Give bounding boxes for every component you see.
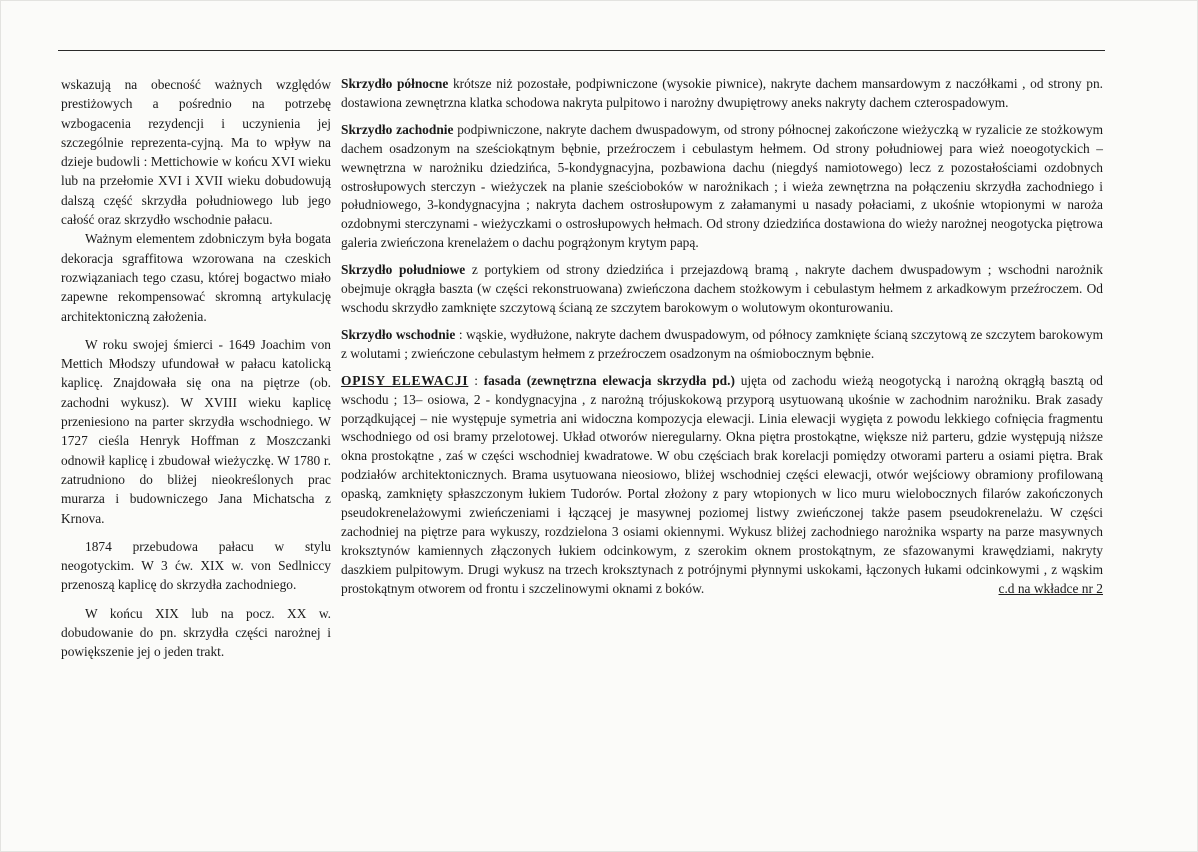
left-column xyxy=(61,75,331,671)
continuation-note: c.d na wkładce nr 2 xyxy=(998,580,1103,596)
elevations-heading: OPISY ELEWACJI xyxy=(341,372,469,388)
east-wing-heading: Skrzydło wschodnie xyxy=(341,326,456,342)
west-wing-heading: Skrzydło zachodnie xyxy=(341,121,454,137)
history-paragraph-4: 1874 przebudowa pałacu w stylu neogotyckim. W 3 ćw. XIX w. von Sedlniccy przenoszą kaplicę do skrzydła zachodniego. xyxy=(61,538,331,593)
north-wing-heading: Skrzydło północne xyxy=(341,76,449,91)
south-wing-paragraph xyxy=(341,261,1103,318)
south-wing-heading: Skrzydło południowe xyxy=(341,262,466,278)
east-wing-paragraph xyxy=(341,326,1103,364)
west-wing-paragraph xyxy=(341,121,1103,253)
header-rule xyxy=(58,50,1105,51)
elevations-separator: : xyxy=(468,372,484,388)
elevations-paragraph xyxy=(341,372,1103,599)
history-paragraph-3: W roku swojej śmierci - 1649 Joachim von Mettich Młodszy ufundował w pałacu katolicką kaplicę. Znajdowała się ona na piętrze (ob. zachodni wykusz). W XVIII wieku kaplicę przeniesiono na parter skrzydła wschodniego. W 1727 cieśla Henryk Hoffman z Moszczanki odnowił kaplicę i zbudował wieżyczkę. W 1780 r. zatrudniono do bliżej nieokreślonych prac murarza i budowniczego Jana Michatscha z Krnova. xyxy=(61,336,331,526)
facade-subheading: fasada (zewnętrzna elewacja skrzydła pd.) xyxy=(483,372,735,388)
north-wing-paragraph xyxy=(341,75,1103,113)
west-wing-text: podpiwniczone, nakryte dachem dwuspadowym, od strony północnej zakończone wieżyczką w ryzalicie ze stożkowym dachem osadzonym na sześciokątnym bębnie, przeźroczem i cebulastym hełmem. Od strony południowej para wież noeogotyckich – wewnętrzna w narożniku dziedzińca, 5-kondygnacyjna, pozbawiona dachu (niegdyś namiotowego) lecz z pozostałościami ozdobnych ostrosłupowych sterczyn - wieżyczek na planie sześcioboków w narożnikach ; i wieża zewnętrzna na połączeniu skrzydła zachodniego i południowego, 3-kondygnacyjna ; nakryta dachem ostrosłupowym z załamanymi u nasady połaciami, z ukośnie wtopionymi w naroża ozdobnymi sterczynami - wieżyczkami o ostrosłupowych hełmach. Od strony dziedzińca dostawiona do wieży narożnej neogotycka piętrowa galeria zwieńczona krenelażem o dachu pogrążonym krytym papą. xyxy=(341,121,1103,251)
history-paragraph-1: wskazują na obecność ważnych względów prestiżowych a pośrednio na potrzebę wzbogacenia rezydencji i uczynienia jej szczególnie reprezenta-cyjną. Ma to wpływ na dzieje budowli : Mettichowie w końcu XVI wieku lub na przełomie XVI i XVII wieku dobudowują dalszą część skrzydła południowego lub jego całość oraz skrzydło wschodnie pałacu. xyxy=(61,77,331,228)
south-wing-text: z portykiem od strony dziedzińca i przejazdową bramą , nakryte dachem dwuspadowym ; wschodni narożnik obejmuje okrągła baszta (w części rekonstruowana) zwieńczona dachem stożkowym i cebulastym hełmem z arkadkowym przeźroczem. Od wschodu skrzydło zamknięte szczytową ścianą ze szczytem barokowym o wolutowym okonturowaniu. xyxy=(341,262,1103,315)
facade-text: ujęta od zachodu wieżą neogotycką i narożną okrągłą basztą od wschodu ; 13– osiowa, 2 - kondygnacyjna , z narożną trójuskokową przyporą usytuowaną ukośnie w zachodnim narożniku. Brak zasady porządkującej – nie występuje symetria ani widoczna kompozycja elewacji. Linia elewacji wygięta z powodu lekkiego cofnięcia fragmentu wschodniego od osi bramy przelotowej. Układ otworów nieregularny. Okna piętra prostokątne, większe niż parteru, gdzie występują niższe okna prostokątne , zaś w części wschodniej kwadratowe. W obu częściach brak korelacji pomiędzy otworami parteru a osiami piętra. Brak podziałów architektonicznych. Brama usytuowana nieosiowo, bliżej wschodniej części elewacji, otwór wejściowy obramiony profilowaną opaską, zamknięty spłaszczonym łukiem Tudorów. Portal złożony z pary wtopionych w lico muru wielobocznych filarów zakończonych pseudokrenelażowymi zwieńczeniami i łączącej je masywnej poziomej listwy zwieńczonej także pasem pseudokrenelażu. W części zachodniej na piętrze para wykuszy, rozdzielona 3 osiami okiennymi. Wykusz bliżej zachodniego narożnika wsparty na parze masywnych kroksztynów kamiennych złączonych łukiem odcinkowym, z szerokim oknem prostokątnym, ze sfazowanymi krawędziami, nakryty daszkiem pulpitowym. Drugi wykusz na trzech kroksztynach z potrójnymi płynnymi uskokami, łączonych łukami odcinkowymi , z wąskim prostokątnym otworem od frontu i szczelinowymi oknami z boków. xyxy=(341,372,1103,596)
history-paragraph-5: W końcu XIX lub na pocz. XX w. dobudowanie do pn. skrzydła części narożnej i powiększenie jej o jeden trakt. xyxy=(61,605,331,660)
east-wing-text: : wąskie, wydłużone, nakryte dachem dwuspadowym, od północy zamknięte ścianą szczytową ze szczytem barokowym z wolutami ; zwieńczone cebulastym hełmem z przeźroczem osadzonym na ośmiobocznym bębnie. xyxy=(341,326,1103,361)
right-column xyxy=(341,75,1103,607)
history-paragraph-2: Ważnym elementem zdobniczym była bogata dekoracja sgraffitowa wzorowana na czeskich rozwiązaniach tego czasu, której bogactwo miało zapewne rekompensować skromną artykulację architektoniczną założenia. xyxy=(61,231,331,324)
north-wing-text: krótsze niż pozostałe, podpiwniczone (wysokie piwnice), nakryte dachem mansardowym z naczółkami , od strony pn. dostawiona zewnętrzna klatka schodowa nakryta pulpitowo i narożny dwupiętrowy aneks nakryty dachem czterospadowym. xyxy=(341,76,1103,110)
